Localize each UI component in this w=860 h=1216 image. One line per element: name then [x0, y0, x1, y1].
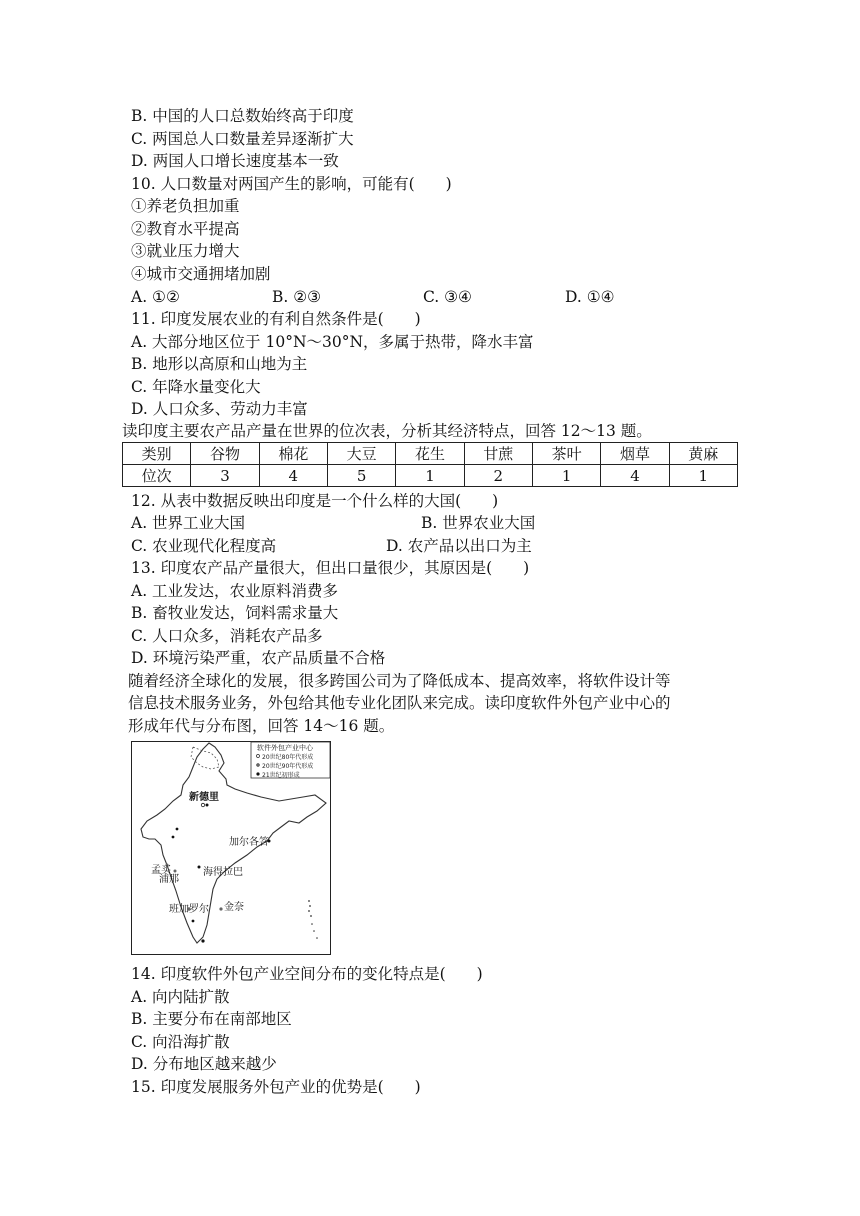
q13-option-d: D. 环境污染严重，农产品质量不合格 — [131, 649, 386, 667]
table-cell: 谷物 — [191, 443, 259, 465]
q10-item-3: ③就业压力增大 — [131, 242, 240, 260]
table-cell: 大豆 — [327, 443, 395, 465]
intro-14-16-line-1: 随着经济全球化的发展，很多跨国公司为了降低成本、提高效率，将软件设计等 — [128, 672, 671, 690]
city-bangalore: 班加罗尔 — [169, 904, 209, 915]
city-hyderabad: 海得拉巴 — [203, 867, 243, 878]
table-cell: 3 — [191, 465, 259, 487]
q11-option-c: C. 年降水量变化大 — [131, 378, 261, 396]
q9-option-c: C. 两国总人口数量差异逐渐扩大 — [131, 130, 354, 148]
table-cell: 位次 — [123, 465, 191, 487]
india-map-figure — [131, 741, 331, 955]
table-cell: 1 — [669, 465, 737, 487]
city-kolkata: 加尔各答 — [229, 837, 269, 848]
q10-option-c: C. ③④ — [423, 288, 472, 306]
q13-stem: 13. 印度农产品产量很大，但出口量很少，其原因是( ) — [131, 559, 530, 577]
q14-option-a: A. 向内陆扩散 — [131, 988, 230, 1006]
q13-option-c: C. 人口众多，消耗农产品多 — [131, 627, 323, 645]
table-row — [123, 465, 738, 487]
intro-12-13: 读印度主要农产品产量在世界的位次表，分析其经济特点，回答 12～13 题。 — [122, 422, 652, 440]
table-cell: 烟草 — [601, 443, 669, 465]
crop-ranking-table — [122, 442, 738, 487]
q11-option-b: B. 地形以高原和山地为主 — [131, 355, 308, 373]
q9-option-d: D. 两国人口增长速度基本一致 — [131, 152, 339, 170]
q14-stem: 14. 印度软件外包产业空间分布的变化特点是( ) — [131, 965, 483, 983]
q11-option-a: A. 大部分地区位于 10°N～30°N，多属于热带，降水丰富 — [131, 333, 534, 351]
table-cell: 花生 — [396, 443, 464, 465]
q12-stem: 12. 从表中数据反映出印度是一个什么样的大国( ) — [131, 492, 499, 510]
q12-option-c: C. 农业现代化程度高 — [131, 537, 277, 555]
q14-option-d: D. 分布地区越来越少 — [131, 1055, 277, 1073]
table-header-row — [123, 443, 738, 465]
q9-option-b: B. 中国的人口总数始终高于印度 — [131, 107, 354, 125]
q10-item-1: ①养老负担加重 — [131, 197, 240, 215]
india-software-outsourcing-map — [131, 741, 331, 955]
q10-stem: 10. 人口数量对两国产生的影响，可能有( ) — [131, 175, 452, 193]
q10-item-4: ④城市交通拥堵加剧 — [131, 265, 271, 283]
q15-stem: 15. 印度发展服务外包产业的优势是( ) — [131, 1078, 421, 1096]
q13-option-b: B. 畜牧业发达，饲料需求量大 — [131, 604, 339, 622]
table-cell: 2 — [464, 465, 532, 487]
legend-item-90s: 20世纪90年代形成 — [262, 763, 314, 770]
intro-14-16-line-2: 信息技术服务业务，外包给其他专业化团队来完成。读印度软件外包产业中心的 — [128, 694, 671, 712]
q14-option-b: B. 主要分布在南部地区 — [131, 1010, 292, 1028]
legend-title: 软件外包产业中心 — [257, 744, 313, 752]
q11-option-d: D. 人口众多、劳动力丰富 — [131, 400, 308, 418]
legend-item-80s: 20世纪80年代形成 — [262, 754, 314, 761]
city-pune: 浦那 — [159, 874, 179, 885]
city-mumbai: 孟买 — [151, 865, 171, 876]
table-cell: 类别 — [123, 443, 191, 465]
table-cell: 4 — [601, 465, 669, 487]
table-cell: 1 — [532, 465, 600, 487]
q10-option-a: A. ①② — [131, 288, 180, 306]
table-cell: 4 — [259, 465, 327, 487]
q10-item-2: ②教育水平提高 — [131, 220, 240, 238]
q12-option-a: A. 世界工业大国 — [131, 514, 246, 532]
table-cell: 茶叶 — [532, 443, 600, 465]
city-new-delhi: 新德里 — [189, 792, 219, 803]
table-cell: 1 — [396, 465, 464, 487]
q10-option-b: B. ②③ — [272, 288, 322, 306]
q11-stem: 11. 印度发展农业的有利自然条件是( ) — [131, 310, 421, 328]
q13-option-a: A. 工业发达，农业原料消费多 — [131, 582, 339, 600]
q12-option-d: D. 农产品以出口为主 — [386, 537, 532, 555]
legend-item-21c: 21世纪初形成 — [262, 772, 300, 779]
intro-14-16-line-3: 形成年代与分布图，回答 14～16 题。 — [128, 717, 395, 735]
city-chennai: 金奈 — [224, 902, 244, 913]
table-cell: 5 — [327, 465, 395, 487]
q10-option-d: D. ①④ — [565, 288, 615, 306]
table-cell: 黄麻 — [669, 443, 737, 465]
q14-option-c: C. 向沿海扩散 — [131, 1033, 230, 1051]
table-cell: 甘蔗 — [464, 443, 532, 465]
q12-option-b: B. 世界农业大国 — [421, 514, 536, 532]
table-cell: 棉花 — [259, 443, 327, 465]
